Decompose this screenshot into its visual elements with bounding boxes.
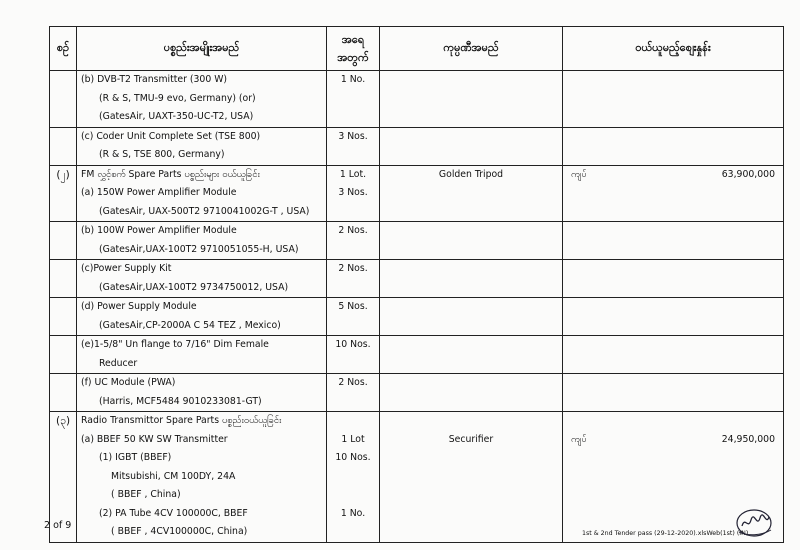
price-cell	[563, 374, 784, 412]
company-cell	[380, 412, 563, 543]
company-cell	[380, 165, 563, 222]
item-cell	[77, 260, 327, 298]
item-line: (a) BBEF 50 KW SW Transmitter	[81, 433, 228, 445]
item-line: (f) UC Module (PWA)	[81, 377, 176, 388]
company-cell	[380, 336, 563, 374]
price-cell	[563, 260, 784, 298]
currency-label: ကျပ်	[571, 433, 587, 445]
item-line: (GatesAir, UAX-500T2 9710041002G-T , USA)	[99, 205, 310, 217]
item-line: Radio Transmittor Spare Parts ပစ္စည်းဝယ်ယူခြင်း	[81, 415, 282, 426]
price-amount: 63,900,000	[721, 168, 775, 180]
qty-value: 1 No.	[340, 74, 366, 85]
item-line: (c)Power Supply Kit	[81, 263, 172, 274]
signature-stamp	[733, 506, 775, 540]
item-line: ( BBEF , 4CV100000C, China)	[111, 526, 248, 537]
row-no-cell	[50, 260, 77, 298]
qty-cell	[327, 222, 380, 260]
item-line: FM လွှင့်စက် Spare Parts ပစ္စည်းများ ဝယ်ယူခြင်း	[81, 168, 260, 180]
item-line: (GatesAir,UAX-100T2 9710051055-H, USA)	[99, 243, 299, 255]
file-name: 1st & 2nd Tender pass (29-12-2020).xlsWeb(1st) (IN)	[582, 530, 749, 537]
company-cell	[380, 127, 563, 165]
header-qty-line2: အတွက်	[337, 50, 369, 64]
item-line: (c) Coder Unit Complete Set (TSE 800)	[81, 130, 261, 142]
price-line	[563, 431, 783, 450]
qty-cell	[327, 298, 380, 336]
qty-cell	[327, 412, 380, 543]
item-line: (Harris, MCF5484 9010233081-GT)	[99, 395, 262, 407]
currency-label: ကျပ်	[571, 168, 587, 180]
price-cell	[563, 222, 784, 260]
price-line	[563, 166, 783, 185]
table-row	[50, 374, 784, 412]
qty-value: 5 Nos.	[338, 301, 368, 312]
qty-cell	[327, 127, 380, 165]
qty-value: 10 Nos.	[335, 452, 371, 463]
item-cell	[77, 71, 327, 128]
table-header-row	[50, 27, 784, 71]
qty-value: 10 Nos.	[335, 339, 371, 350]
table-row	[50, 71, 784, 128]
price-amount: 24,950,000	[721, 433, 775, 445]
header-company: ကုမ္ပဏီအမည်	[380, 27, 563, 71]
company-name-spacer	[380, 412, 562, 431]
item-line: (d) Power Supply Module	[81, 301, 197, 312]
company-cell	[380, 374, 563, 412]
page-number: 2 of 9	[44, 520, 72, 531]
item-cell	[77, 165, 327, 222]
header-price: ဝယ်ယူမည့်စျေးနှုန်း	[563, 27, 784, 71]
table-row	[50, 165, 784, 222]
row-no-cell	[50, 336, 77, 374]
qty-value: 3 Nos.	[338, 187, 368, 198]
table-row	[50, 336, 784, 374]
row-no-cell	[50, 165, 77, 222]
qty-cell	[327, 260, 380, 298]
company-cell	[380, 222, 563, 260]
header-qty	[327, 27, 380, 71]
price-spacer	[563, 412, 783, 431]
company-cell	[380, 71, 563, 128]
row-number: (၃)	[55, 415, 71, 427]
item-line: (GatesAir, UAXT-350-UC-T2, USA)	[99, 111, 254, 122]
qty-value	[327, 486, 379, 505]
qty-value	[327, 412, 379, 431]
table-row	[50, 127, 784, 165]
row-no-cell	[50, 374, 77, 412]
row-no-cell	[50, 71, 77, 128]
table-row	[50, 412, 784, 543]
row-number: (၂)	[56, 168, 70, 181]
item-cell	[77, 298, 327, 336]
item-line: ( BBEF , China)	[111, 489, 181, 500]
qty-value: 1 Lot	[341, 433, 365, 445]
row-no-cell	[50, 127, 77, 165]
qty-value: 2 Nos.	[338, 377, 368, 388]
qty-value: 2 Nos.	[338, 225, 368, 236]
qty-value	[327, 468, 379, 487]
item-line: (GatesAir,UAX-100T2 9734750012, USA)	[99, 281, 289, 293]
price-cell	[563, 298, 784, 336]
qty-value: 1 No.	[340, 507, 366, 519]
table-row	[50, 260, 784, 298]
price-cell	[563, 165, 784, 222]
header-qty-line1: အရေ	[341, 32, 365, 46]
item-line: (a) 150W Power Amplifier Module	[81, 187, 237, 198]
item-line: (b) DVB-T2 Transmitter (300 W)	[81, 74, 228, 85]
tender-table	[49, 26, 784, 543]
item-line: (b) 100W Power Amplifier Module	[81, 225, 237, 236]
company-name: Securifier	[448, 433, 494, 445]
item-cell	[77, 127, 327, 165]
row-no-cell	[50, 222, 77, 260]
header-no: စဉ်	[50, 27, 77, 71]
item-cell	[77, 374, 327, 412]
qty-value: 2 Nos.	[338, 263, 368, 274]
table-row	[50, 222, 784, 260]
company-cell	[380, 260, 563, 298]
item-line: Mitsubishi, CM 100DY, 24A	[111, 470, 236, 482]
price-cell	[563, 336, 784, 374]
table-row	[50, 298, 784, 336]
header-item: ပစ္စည်းအမျိုးအမည်	[77, 27, 327, 71]
item-line: (R & S, TSE 800, Germany)	[99, 149, 225, 160]
item-line: (GatesAir,CP-2000A C 54 TEZ , Mexico)	[99, 319, 281, 331]
item-line: (2) PA Tube 4CV 100000C, BBEF	[99, 507, 248, 519]
item-cell	[77, 336, 327, 374]
item-line: (e)1-5/8" Un flange to 7/16" Dim Female	[81, 339, 269, 350]
item-cell	[77, 412, 327, 543]
item-line: (R & S, TMU-9 evo, Germany) (or)	[99, 92, 256, 104]
company-cell	[380, 298, 563, 336]
row-no-cell	[50, 298, 77, 336]
price-cell	[563, 71, 784, 128]
qty-cell	[327, 374, 380, 412]
qty-cell	[327, 71, 380, 128]
qty-cell	[327, 165, 380, 222]
qty-value: 1 Lot.	[339, 168, 367, 180]
item-cell	[77, 222, 327, 260]
qty-value: 3 Nos.	[338, 130, 368, 142]
company-name: Golden Tripod	[438, 168, 504, 180]
item-line: (1) IGBT (BBEF)	[99, 452, 172, 463]
item-line: Reducer	[99, 357, 138, 369]
qty-cell	[327, 336, 380, 374]
price-cell	[563, 127, 784, 165]
